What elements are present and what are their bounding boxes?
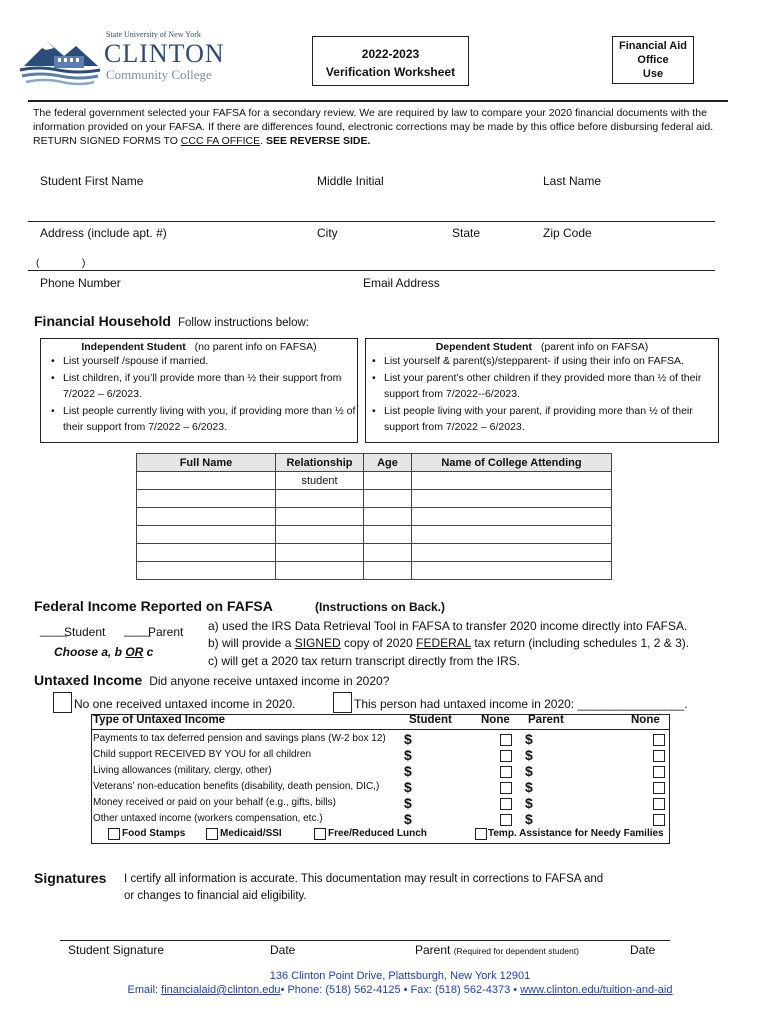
col-none-student: None: [481, 714, 510, 726]
household-subtitle: Follow instructions below:: [177, 317, 309, 329]
tanf-label: Temp. Assistance for Needy Families: [488, 828, 664, 839]
parent-none-checkbox[interactable]: [653, 750, 665, 762]
untaxed-heading: [34, 672, 389, 688]
logo-subname: Community College: [106, 67, 212, 82]
zip-label: Zip Code: [543, 226, 592, 240]
cell-age[interactable]: [364, 562, 412, 580]
student-choice-label: Student: [64, 625, 106, 639]
logo-name: CLINTON: [104, 39, 225, 68]
signatures-title: Signatures: [34, 870, 107, 886]
cell-age[interactable]: [364, 490, 412, 508]
col-relationship: Relationship: [276, 454, 364, 472]
parent-signature-label: [415, 943, 579, 957]
parent-dollar[interactable]: $: [525, 779, 533, 795]
untaxed-row: [93, 811, 666, 827]
choose-instruction: [54, 645, 153, 659]
worksheet-title-box: [312, 36, 469, 86]
option-b-pre: b) will provide a: [208, 636, 295, 650]
parent-choice-label: Parent: [148, 625, 184, 639]
student-dollar[interactable]: $: [404, 763, 412, 779]
cell-college[interactable]: [412, 526, 612, 544]
name-line[interactable]: [28, 221, 715, 222]
untaxed-row-label: Payments to tax deferred pension and savings plans (W-2 box 12): [93, 733, 386, 744]
untaxed-row-label: Veterans’ non-education benefits (disability, death pension, DIC,): [93, 781, 380, 792]
untaxed-header-line: [91, 729, 670, 730]
student-dollar[interactable]: $: [404, 795, 412, 811]
cell-relationship[interactable]: [276, 508, 364, 526]
col-student: Student: [409, 714, 452, 726]
worksheet-name: Verification Worksheet: [325, 65, 456, 79]
intro-paragraph: [33, 106, 723, 148]
date-label-2: Date: [630, 943, 656, 957]
first-name-label: Student First Name: [40, 174, 144, 188]
cell-age[interactable]: [364, 544, 412, 562]
no-untaxed-checkbox[interactable]: [53, 692, 72, 713]
worksheet-year: 2022-2023: [361, 47, 420, 61]
footer-email-label: Email:: [127, 984, 162, 996]
cell-name[interactable]: [137, 562, 276, 580]
parent-label: Parent: [415, 943, 451, 957]
parent-note: (Required for dependent student): [453, 946, 579, 956]
student-none-checkbox[interactable]: [500, 766, 512, 778]
untaxed-row-label: Money received or paid on your behalf (e.g., gifts, bills): [93, 797, 336, 808]
student-none-checkbox[interactable]: [500, 814, 512, 826]
state-label: State: [452, 226, 481, 240]
student-none-checkbox[interactable]: [500, 782, 512, 794]
cell-name[interactable]: [137, 490, 276, 508]
untaxed-row: [93, 779, 666, 795]
phone-label: Phone Number: [40, 276, 121, 290]
option-b-signed: SIGNED: [294, 636, 341, 650]
parent-dollar[interactable]: $: [525, 763, 533, 779]
untaxed-row-label: Living allowances (military, clergy, other): [93, 765, 272, 776]
logo-mountains-icon: [18, 32, 104, 88]
dependent-title: Dependent Student: [435, 341, 532, 353]
office-line2: Office: [637, 54, 669, 66]
date-label-1: Date: [270, 943, 296, 957]
student-dollar[interactable]: $: [404, 731, 412, 747]
had-untaxed-label: This person had untaxed income in 2020: ________________.: [354, 697, 688, 711]
cell-name[interactable]: [137, 472, 276, 490]
table-row: [137, 508, 612, 526]
intro-reverse: SEE REVERSE SIDE.: [265, 135, 371, 147]
cell-relationship[interactable]: [276, 526, 364, 544]
independent-note: (no parent info on FAFSA): [194, 341, 317, 353]
option-b: [208, 636, 689, 650]
choose-c: c: [143, 645, 154, 659]
independent-item: • List yourself /spouse if married.: [63, 353, 363, 370]
parent-dollar[interactable]: $: [525, 795, 533, 811]
address-line[interactable]: [28, 270, 715, 271]
student-none-checkbox[interactable]: [500, 750, 512, 762]
cell-college[interactable]: [412, 508, 612, 526]
untaxed-question: Did anyone receive untaxed income in 2020?: [149, 674, 390, 688]
lunch-label: Free/Reduced Lunch: [328, 828, 427, 839]
federal-income-instructions: (Instructions on Back.): [315, 600, 446, 614]
student-dollar[interactable]: $: [404, 747, 412, 763]
dependent-note: (parent info on FAFSA): [540, 341, 649, 353]
lunch-checkbox[interactable]: [314, 828, 326, 840]
untaxed-row: [93, 763, 666, 779]
footer-contact: [0, 984, 770, 996]
table-row: [137, 490, 612, 508]
signature-line[interactable]: [60, 940, 670, 941]
independent-heading: [41, 341, 357, 353]
parent-dollar[interactable]: $: [525, 731, 533, 747]
independent-item: • List children, if you’ll provide more than ½ their support from 7/2022 – 6/2023.: [63, 370, 363, 403]
parent-none-checkbox[interactable]: [653, 782, 665, 794]
table-row: [137, 526, 612, 544]
parent-none-checkbox[interactable]: [653, 766, 665, 778]
untaxed-row: [93, 795, 666, 811]
cell-college[interactable]: [412, 490, 612, 508]
household-title: Financial Household: [34, 313, 171, 329]
dependent-item: • List people living with your parent, if providing more than ½ of their support from 7/2022 – 6/2023.: [384, 403, 719, 436]
office-line1: Financial Aid: [618, 40, 688, 52]
dependent-heading: [366, 341, 718, 353]
independent-title: Independent Student: [81, 341, 186, 353]
office-use-box: [612, 36, 694, 84]
food-stamps-checkbox[interactable]: [108, 828, 120, 840]
intro-office: CCC FA OFFICE: [180, 135, 261, 147]
cell-college[interactable]: [412, 562, 612, 580]
parent-blank[interactable]: ____: [124, 623, 151, 637]
cell-relationship[interactable]: [276, 544, 364, 562]
col-college: Name of College Attending: [412, 454, 612, 472]
cell-relationship: student: [276, 472, 364, 490]
cell-name[interactable]: [137, 508, 276, 526]
independent-list: [49, 353, 363, 436]
dependent-list: [370, 353, 719, 436]
dependent-student-box: [365, 338, 719, 443]
choose-or: OR: [125, 645, 144, 659]
intro-text: The federal government selected your FAFSA for a secondary review. We are required by law to compare your 2020 financial documents with the information provided on your FAFSA. If there are differences found, electronic corrections may be made by this office before disbursing federal aid. RETURN SIGNED FORMS TO: [33, 107, 714, 147]
student-dollar[interactable]: $: [404, 811, 412, 827]
address-label: Address (include apt. #): [40, 226, 167, 240]
household-heading: [34, 313, 309, 329]
option-b-federal: FEDERAL: [416, 636, 472, 650]
logo-tagline: State University of New York: [106, 30, 201, 39]
table-header-row: [137, 454, 612, 472]
student-dollar[interactable]: $: [404, 779, 412, 795]
tanf-checkbox[interactable]: [475, 828, 487, 840]
option-c: c) will get a 2020 tax return transcript directly from the IRS.: [208, 654, 521, 668]
middle-initial-label: Middle Initial: [317, 174, 384, 188]
untaxed-row: [93, 731, 666, 747]
table-row: [137, 472, 612, 490]
food-stamps-label: Food Stamps: [122, 828, 186, 839]
col-full-name: Full Name: [137, 454, 276, 472]
household-members-table: [136, 453, 612, 580]
dependent-item: • List yourself & parent(s)/stepparent- if using their info on FAFSA.: [384, 353, 719, 370]
footer-website-link[interactable]: www.clinton.edu/tuition-and-aid: [520, 984, 673, 996]
intro-text-2: .: [260, 135, 266, 147]
table-row: [137, 562, 612, 580]
federal-income-title: Federal Income Reported on FAFSA: [34, 598, 273, 614]
choose-text: Choose a, b: [54, 645, 126, 659]
no-untaxed-label: No one received untaxed income in 2020.: [74, 697, 296, 711]
col-none-parent: None: [631, 714, 660, 726]
parent-none-checkbox[interactable]: [653, 814, 665, 826]
footer-phone: • Phone: (518) 562-4125 • Fax: (518) 562-4373 •: [280, 984, 521, 996]
dependent-item: • List your parent’s other children if they provided more than ½ of their support from 7/2022--6/2023.: [384, 370, 719, 403]
col-type-untaxed: Type of Untaxed Income: [93, 714, 226, 726]
option-a: a) used the IRS Data Retrieval Tool in FAFSA to transfer 2020 income directly into FAFSA.: [208, 619, 688, 633]
col-age: Age: [364, 454, 412, 472]
option-b-post: tax return (including schedules 1, 2 & 3).: [471, 636, 690, 650]
student-none-checkbox[interactable]: [500, 798, 512, 810]
option-b-mid: copy of 2020: [340, 636, 417, 650]
cell-relationship[interactable]: [276, 490, 364, 508]
office-line3: Use: [642, 68, 664, 80]
cell-age[interactable]: [364, 508, 412, 526]
untaxed-row: [93, 747, 666, 763]
student-none-checkbox[interactable]: [500, 734, 512, 746]
parent-none-checkbox[interactable]: [653, 798, 665, 810]
phone-paren-close: ): [82, 258, 86, 269]
cell-college[interactable]: [412, 544, 612, 562]
untaxed-title: Untaxed Income: [34, 672, 143, 688]
footer-email-link[interactable]: financialaid@clinton.edu: [161, 984, 281, 996]
certify-line1: I certify all information is accurate. This documentation may result in corrections to FAFSA and: [124, 873, 604, 885]
benefits-row: [106, 827, 666, 841]
student-blank[interactable]: ____: [40, 623, 67, 637]
cell-age[interactable]: [364, 472, 412, 490]
college-logo: [18, 28, 228, 88]
email-label: Email Address: [363, 276, 440, 290]
medicaid-checkbox[interactable]: [206, 828, 218, 840]
parent-dollar[interactable]: $: [525, 811, 533, 827]
independent-item: • List people currently living with you, if providing more than ½ of their support from 7/2022 – 6/2023.: [63, 403, 363, 436]
parent-none-checkbox[interactable]: [653, 734, 665, 746]
untaxed-row-label: Child support RECEIVED BY YOU for all children: [93, 749, 312, 760]
independent-student-box: [40, 338, 358, 443]
certify-line2: or changes to financial aid eligibility.: [124, 890, 307, 902]
table-row: [137, 544, 612, 562]
header-divider: [28, 100, 728, 102]
cell-college[interactable]: [412, 472, 612, 490]
city-label: City: [317, 226, 338, 240]
cell-age[interactable]: [364, 526, 412, 544]
col-parent: Parent: [528, 714, 564, 726]
phone-paren-open: (: [36, 258, 40, 269]
untaxed-row-label: Other untaxed income (workers compensation, etc.): [93, 813, 323, 824]
last-name-label: Last Name: [543, 174, 602, 188]
student-signature-label: Student Signature: [68, 943, 165, 957]
medicaid-label: Medicaid/SSI: [220, 828, 282, 839]
had-untaxed-checkbox[interactable]: [333, 692, 352, 713]
footer-address: 136 Clinton Point Drive, Plattsburgh, New York 12901: [269, 970, 531, 982]
parent-dollar[interactable]: $: [525, 747, 533, 763]
cell-relationship[interactable]: [276, 562, 364, 580]
cell-name[interactable]: [137, 526, 276, 544]
cell-name[interactable]: [137, 544, 276, 562]
